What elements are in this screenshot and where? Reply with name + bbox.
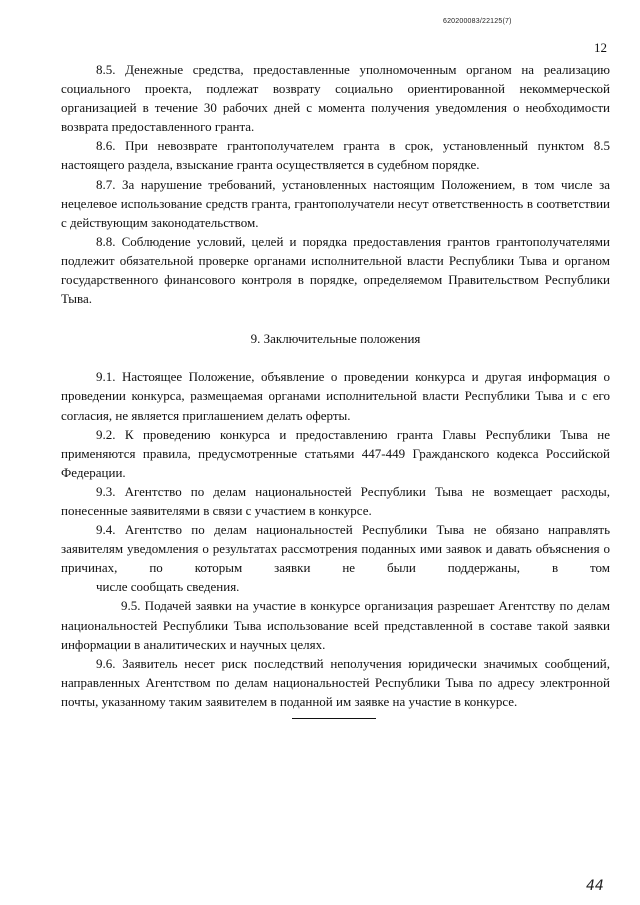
paragraph-9-5: 9.5. Подачей заявки на участие в конкурсе организация разрешает Агентству по делам национальностей Республики Тыва использование всей представленной в составе такой заявки информации в аналитических и научных целях.	[61, 598, 610, 652]
handwritten-page-mark: 44	[586, 878, 604, 894]
section-heading: 9. Заключительные положения	[250, 331, 421, 347]
document-code: 620200083/22125(7)	[443, 18, 512, 25]
paragraph-9-6: 9.6. Заявитель несет риск последствий неполучения юридически значимых сообщений, направленных Агентством по делам национальностей Республики Тыва по адресу электронной почты, указанному таким заявителем в поданной им заявке на участие в конкурсе.	[61, 655, 610, 709]
paragraph-9-2: 9.2. К проведению конкурса и предоставлению гранта Главы Республики Тыва не применяются правила, предусмотренные статьями 447-449 Гражданского кодекса Российской Федерации.	[61, 426, 610, 480]
paragraph-9-4-tail: числе сообщать сведения.	[96, 579, 240, 595]
document-body	[61, 60, 610, 711]
paragraph-8-7: 8.7. За нарушение требований, установленных настоящим Положением, в том числе за нецелевое использование средств гранта, грантополучатели несут ответственность в соответствии с действующим законодательством.	[61, 176, 610, 230]
paragraph-8-8: 8.8. Соблюдение условий, целей и порядка предоставления грантов грантополучателями подлежит обязательной проверке органами исполнительной власти Республики Тыва и органом государственного финансового контроля в порядке, определяемом Правительством Республики Тыва.	[61, 233, 610, 307]
paragraph-8-5: 8.5. Денежные средства, предоставленные уполномоченным органом на реализацию социального проекта, подлежат возврату социально ориентированной некоммерческой организацией в течение 30 рабочих дней с момента получения уведомления о необходимости возврата предоставленного гранта.	[61, 62, 610, 135]
closing-rule	[292, 718, 376, 719]
paragraph-9-1: 9.1. Настоящее Положение, объявление о проведении конкурса и другая информация о проведении конкурса, размещаемая органами исполнительной власти Республики Тыва и с его согласия, не является приглашением делать оферты.	[61, 369, 610, 423]
page-number: 12	[594, 40, 607, 55]
paragraph-9-3: 9.3. Агентство по делам национальностей Республики Тыва не возмещает расходы, понесенные заявителями в связи с участием в конкурсе.	[61, 483, 610, 518]
paragraph-9-4: 9.4. Агентство по делам национальностей Республики Тыва не обязано направлять заявителям уведомления о результатах рассмотрения поданных ими заявок и давать объяснения о причинах, по которым заявки не были поддержаны, в том	[61, 522, 610, 576]
paragraph-8-6: 8.6. При невозврате грантополучателем гранта в срок, установленный пунктом 8.5 настоящего раздела, взыскание гранта осуществляется в судебном порядке.	[61, 138, 610, 173]
